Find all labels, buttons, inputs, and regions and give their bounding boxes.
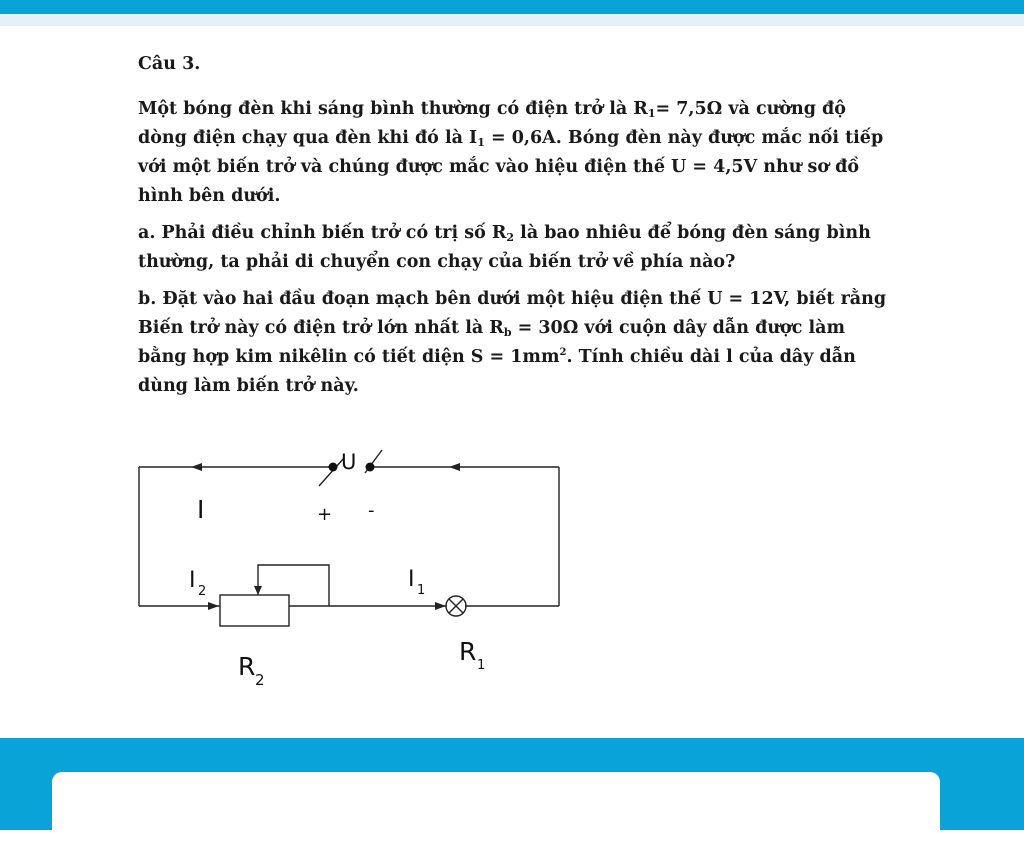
current-arrow-rheostat [208,602,219,610]
question-part-b: b. Đặt vào hai đầu đoạn mạch bên dưới một hiệu điện thế U = 12V, biết rằng Biến trở này có điện trở lớn nhất là $R_b = 30\Omega$ với cuộn dây dẫn được làm bằng hợp kim nikêlin có tiết diện $S = 1mm^2$. Tính chiều dài l của dây dẫn dùng làm biến trở này. [138,289,887,396]
plus-sign: + [317,504,333,525]
question-title: Câu 3. [138,54,201,74]
rheostat-body [220,595,289,626]
minus-sign: - [368,500,375,521]
rheostat-label: R [238,652,256,681]
question-part-a: a. Phải điều chỉnh biến trở có trị số $R_2$ là bao nhiêu để bóng đèn sáng bình thường, ta phải di chuyển con chạy của biến trở về phía nào? [138,223,871,272]
circuit-diagram [125,440,585,700]
current-arrow-lamp [435,602,446,610]
top-accent-strip [0,14,1024,26]
terminal-minus [366,463,375,472]
current-label: I [197,495,205,524]
answer-card[interactable] [52,772,940,842]
rheostat-subscript: 2 [255,671,265,689]
slider-arrow [254,586,262,595]
current-2-label: I [189,568,196,593]
current-2-subscript: 2 [198,584,207,599]
question-document [138,50,898,409]
current-arrow-top-left [191,463,202,471]
current-1-subscript: 1 [417,583,426,598]
lamp-label: R [459,637,477,666]
question-intro: Một bóng đèn khi sáng bình thường có điện trở là $R_1= 7,5\Omega$ và cường độ dòng điện chạy qua đèn khi đó là $I_1 = 0,6A$. Bóng đèn này được mắc nối tiếp với một biến trở và chúng được mắc vào hiệu điện thế U = 4,5V như sơ đồ hình bên dưới. [138,99,884,206]
current-1-label: I [408,567,415,592]
lamp-subscript: 1 [477,658,486,673]
source-label: U [341,450,357,474]
current-arrow-top-right [449,463,460,471]
terminal-plus [329,463,338,472]
top-accent-bar [0,0,1024,14]
rheostat-slider-wire [258,565,329,606]
